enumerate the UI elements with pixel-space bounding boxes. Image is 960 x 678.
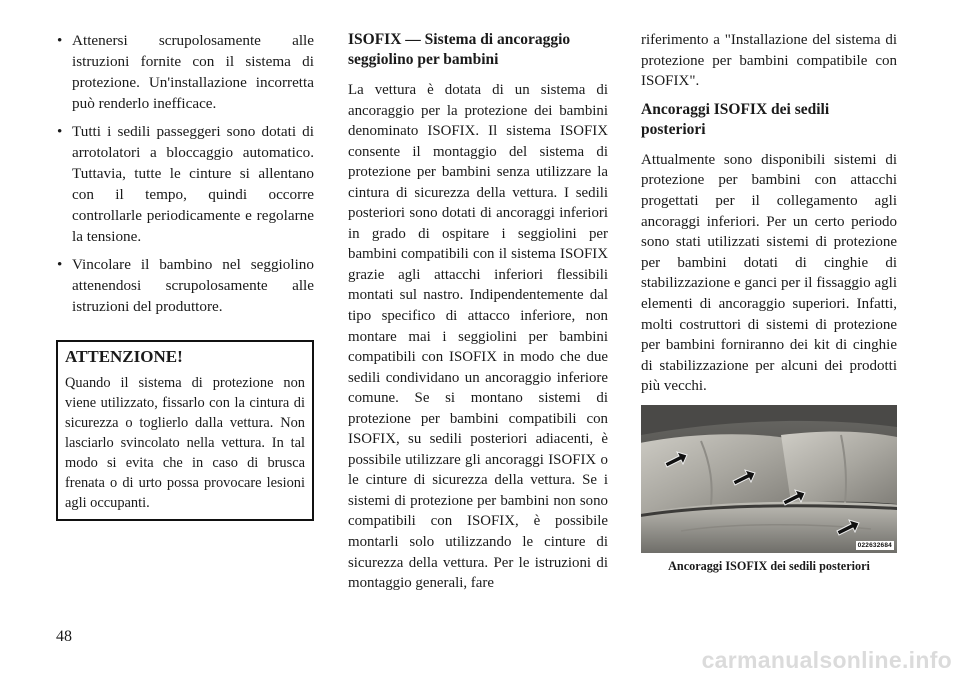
isofix-heading: ISOFIX — Sistema di ancoraggio seggiolino per bambini [348, 31, 571, 68]
rear-anchors-paragraph: Attualmente sono disponibili sistemi di protezione per bambini con attacchi progettati per il collegamento agli ancoraggi inferiori. Per un certo periodo sono stati utilizzati sistemi di protezione per bambini dotati di cinghie di stabilizzazione e ganci per il fissaggio agli elementi di ancoraggio superiori. Infatti, molti costruttori di sistemi di protezione per bambini forniranno dei kit di cinghie di stabilizzazione per alcuni dei prodotti più vecchi. [641, 151, 897, 395]
rear-anchors-heading: Ancoraggi ISOFIX dei sedili posteriori [641, 100, 830, 138]
bullet-item: • Vincolare il bambino nel seggiolino attenendosi scrupolosamente alle istruzioni del produttore. [56, 254, 314, 317]
middle-column [348, 30, 608, 602]
warning-box [56, 340, 314, 521]
figure-caption: Ancoraggi ISOFIX dei sedili posteriori [668, 558, 870, 573]
warning-text: Quando il sistema di protezione non viene utilizzato, fissarlo con la cintura di sicurezza o toglierlo dalla vettura. Non lasciarlo svincolato nella vettura. In tal modo si evita che in caso di brusca frenata o di urto possa provocare lesioni agli occupanti. [65, 375, 305, 511]
page-number: 48 [56, 628, 72, 645]
continuation-paragraph: riferimento a "Installazione del sistema di protezione per bambini compatibile con ISOFIX". [641, 32, 897, 90]
isofix-paragraph: La vettura è dotata di un sistema di ancoraggio per la protezione dei bambini denominato ISOFIX. Il sistema ISOFIX consente il montaggio del sistema di protezione per bambini senza utilizzare la cintura di sicurezza della vettura. I sedili posteriori sono dotati di ancoraggi inferiori in grado di ospitare i seggiolini per bambini compatibili con il sistema ISOFIX grazie agli attacchi inferiori flessibili montati sul nastro. Indipendentemente dal tipo specifico di attacco inferiore, non montare mai i seggiolini per bambini compatibili con ISOFIX in modo che due sedili condividano un ancoraggio inferiore comune. Se si montano sistemi di protezione per bambini compatibili con ISOFIX, su sedili posteriori adiacenti, è possibile utilizzare gli ancoraggi ISOFIX o le cinture di sicurezza della vettura. Se i sistemi di protezione per bambini non sono compatibili con ISOFIX, è possibile montarli solo utilizzando le cinture di sicurezza della vettura. Per le istruzioni di montaggio generali, fare [348, 82, 608, 592]
bullet-list [56, 30, 314, 317]
watermark: carmanualsonline.info [701, 647, 952, 673]
rear-seat-photo [641, 405, 897, 553]
right-column [641, 30, 897, 574]
bullet-item: • Tutti i sedili passeggeri sono dotati di arrotolatori a bloccaggio automatico. Tuttavia, tutte le cinture si allentano con il tempo, quindi occorre controllarle periodicamente e regolarne la tensione. [56, 121, 314, 247]
left-column [56, 30, 314, 521]
rear-seat-illustration [641, 405, 897, 553]
bullet-item: • Attenersi scrupolosamente alle istruzioni fornite con il sistema di protezione. Un'installazione incorretta può renderlo inefficace. [56, 30, 314, 114]
warning-title: ATTENZIONE! [65, 347, 183, 366]
figure-code: 022632684 [857, 541, 892, 549]
